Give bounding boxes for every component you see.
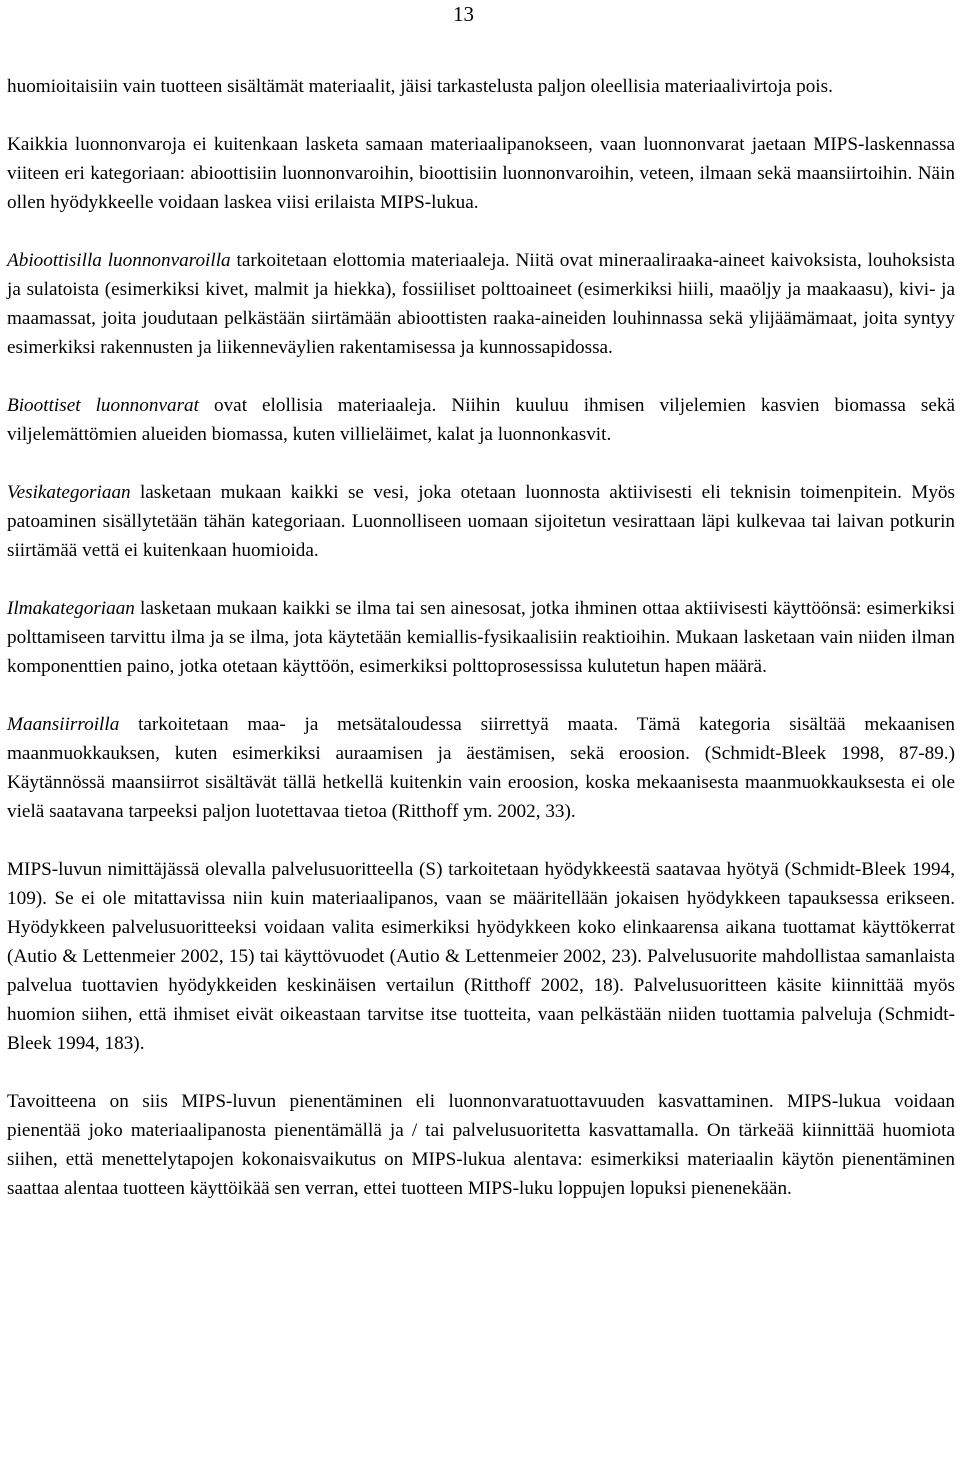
paragraph-text: tarkoitetaan elottomia materiaaleja. Niitä ovat mineraaliraaka-aineet kaivoksista, louhoksista ja sulatoista (esimerkiksi kivet, malmit ja hiekka), fossiiliset polttoaineet (esimerkiksi hiili, maaöljy ja maakaasu), kivi- ja maamassat, joita joudutaan pelkästään siirtämään abioottisten raaka-aineiden louhinnassa sekä ylijäämämaat, joita syntyy esimerkiksi rakennusten ja liikenneväylien rakentamisessa ja kunnossapidossa. [7, 250, 955, 358]
term-abiotic: Abioottisilla luonnonvaroilla [7, 250, 231, 271]
term-air: Ilmakategoriaan [7, 598, 135, 619]
page-number: 13 [453, 2, 474, 26]
paragraph-text: huomioitaisiin vain tuotteen sisältämät materiaalit, jäisi tarkastelusta paljon oleellisia materiaalivirtoja pois. [7, 76, 833, 97]
paragraph-service-unit [7, 855, 955, 1058]
paragraph-text: ovat elollisia materiaaleja. Niihin kuuluu ihmisen viljelemien kasvien biomassa sekä viljelemättömien alueiden biomassa, kuten villieläimet, kalat ja luonnonkasvit. [7, 395, 955, 445]
paragraph-categories-intro [7, 130, 955, 217]
paragraph-biotic [7, 391, 955, 449]
paragraph-text: Kaikkia luonnonvaroja ei kuitenkaan lasketa samaan materiaalipanokseen, vaan luonnonvarat jaetaan MIPS-laskennassa viiteen eri kategoriaan: abioottisiin luonnonvaroihin, bioottisiin luonnonvaroihin, veteen, ilmaan sekä maansiirtoihin. Näin ollen hyödykkeelle voidaan laskea viisi erilaista MIPS-lukua. [7, 134, 955, 213]
document-body [7, 72, 955, 1203]
paragraph-water [7, 478, 955, 565]
paragraph-text: MIPS-luvun nimittäjässä olevalla palvelusuoritteella (S) tarkoitetaan hyödykkeestä saatavaa hyötyä (Schmidt-Bleek 1994, 109). Se ei ole mitattavissa niin kuin materiaalipanos, vaan se määritellään jokaisen hyödykkeen tapauksessa erikseen. Hyödykkeen palvelusuoritteeksi voidaan valita esimerkiksi hyödykkeen koko elinkaarensa aikana tuottamat käyttökerrat (Autio & Lettenmeier 2002, 15) tai käyttövuodet (Autio & Lettenmeier 2002, 23). Palvelusuorite mahdollistaa samanlaista palvelua tuottavien hyödykkeiden keskinäisen vertailun (Ritthoff 2002, 18). Palvelusuoritteen käsite kiinnittää myös huomion siihen, että ihmiset eivät oikeastaan tarvitse itse tuotteita, vaan pelkästään niiden tuottamia palveluja (Schmidt-Bleek 1994, 183). [7, 859, 955, 1054]
term-biotic: Bioottiset luonnonvarat [7, 395, 199, 416]
paragraph-abiotic [7, 246, 955, 362]
paragraph-text: tarkoitetaan maa- ja metsätaloudessa siirrettyä maata. Tämä kategoria sisältää mekaanisen maanmuokkauksen, kuten esimerkiksi auraamisen ja äestämisen, sekä eroosion. (Schmidt-Bleek 1998, 87-89.) Käytännössä maansiirrot sisältävät tällä hetkellä kuitenkin vain eroosion, koska mekaanisesta maanmuokkauksesta ei ole vielä saatavana tarpeeksi paljon luotettavaa tietoa (Ritthoff ym. 2002, 33). [7, 714, 955, 822]
paragraph-text: Tavoitteena on siis MIPS-luvun pienentäminen eli luonnonvaratuottavuuden kasvattaminen. MIPS-lukua voidaan pienentää joko materiaalipanosta pienentämällä ja / tai palvelusuoritetta kasvattamalla. On tärkeää kiinnittää huomiota siihen, että menettelytapojen kokonaisvaikutus on MIPS-lukua alentava: esimerkiksi materiaalin käytön pienentäminen saattaa alentaa tuotteen käyttöikää sen verran, ettei tuotteen MIPS-luku loppujen lopuksi pienenekään. [7, 1091, 955, 1199]
paragraph-continuation [7, 72, 955, 101]
paragraph-text: lasketaan mukaan kaikki se vesi, joka otetaan luonnosta aktiivisesti eli teknisin toimenpitein. Myös patoaminen sisällytetään tähän kategoriaan. Luonnolliseen uomaan sijoitetun vesirattaan läpi kulkevaa tai laivan potkurin siirtämää vettä ei kuitenkaan huomioida. [7, 482, 955, 561]
paragraph-earth-moving [7, 710, 955, 826]
paragraph-goal [7, 1087, 955, 1203]
term-water: Vesikategoriaan [7, 482, 131, 503]
paragraph-air [7, 594, 955, 681]
term-earth-moving: Maansiirroilla [7, 714, 120, 735]
paragraph-text: lasketaan mukaan kaikki se ilma tai sen ainesosat, jotka ihminen ottaa aktiivisesti käyttöönsä: esimerkiksi polttamiseen tarvittu ilma ja se ilma, jota käytetään kemiallis-fysikaalisiin reaktioihin. Mukaan lasketaan vain niiden ilman komponenttien paino, jotka otetaan käyttöön, esimerkiksi polttoprosessissa kulutetun hapen määrä. [7, 598, 955, 677]
